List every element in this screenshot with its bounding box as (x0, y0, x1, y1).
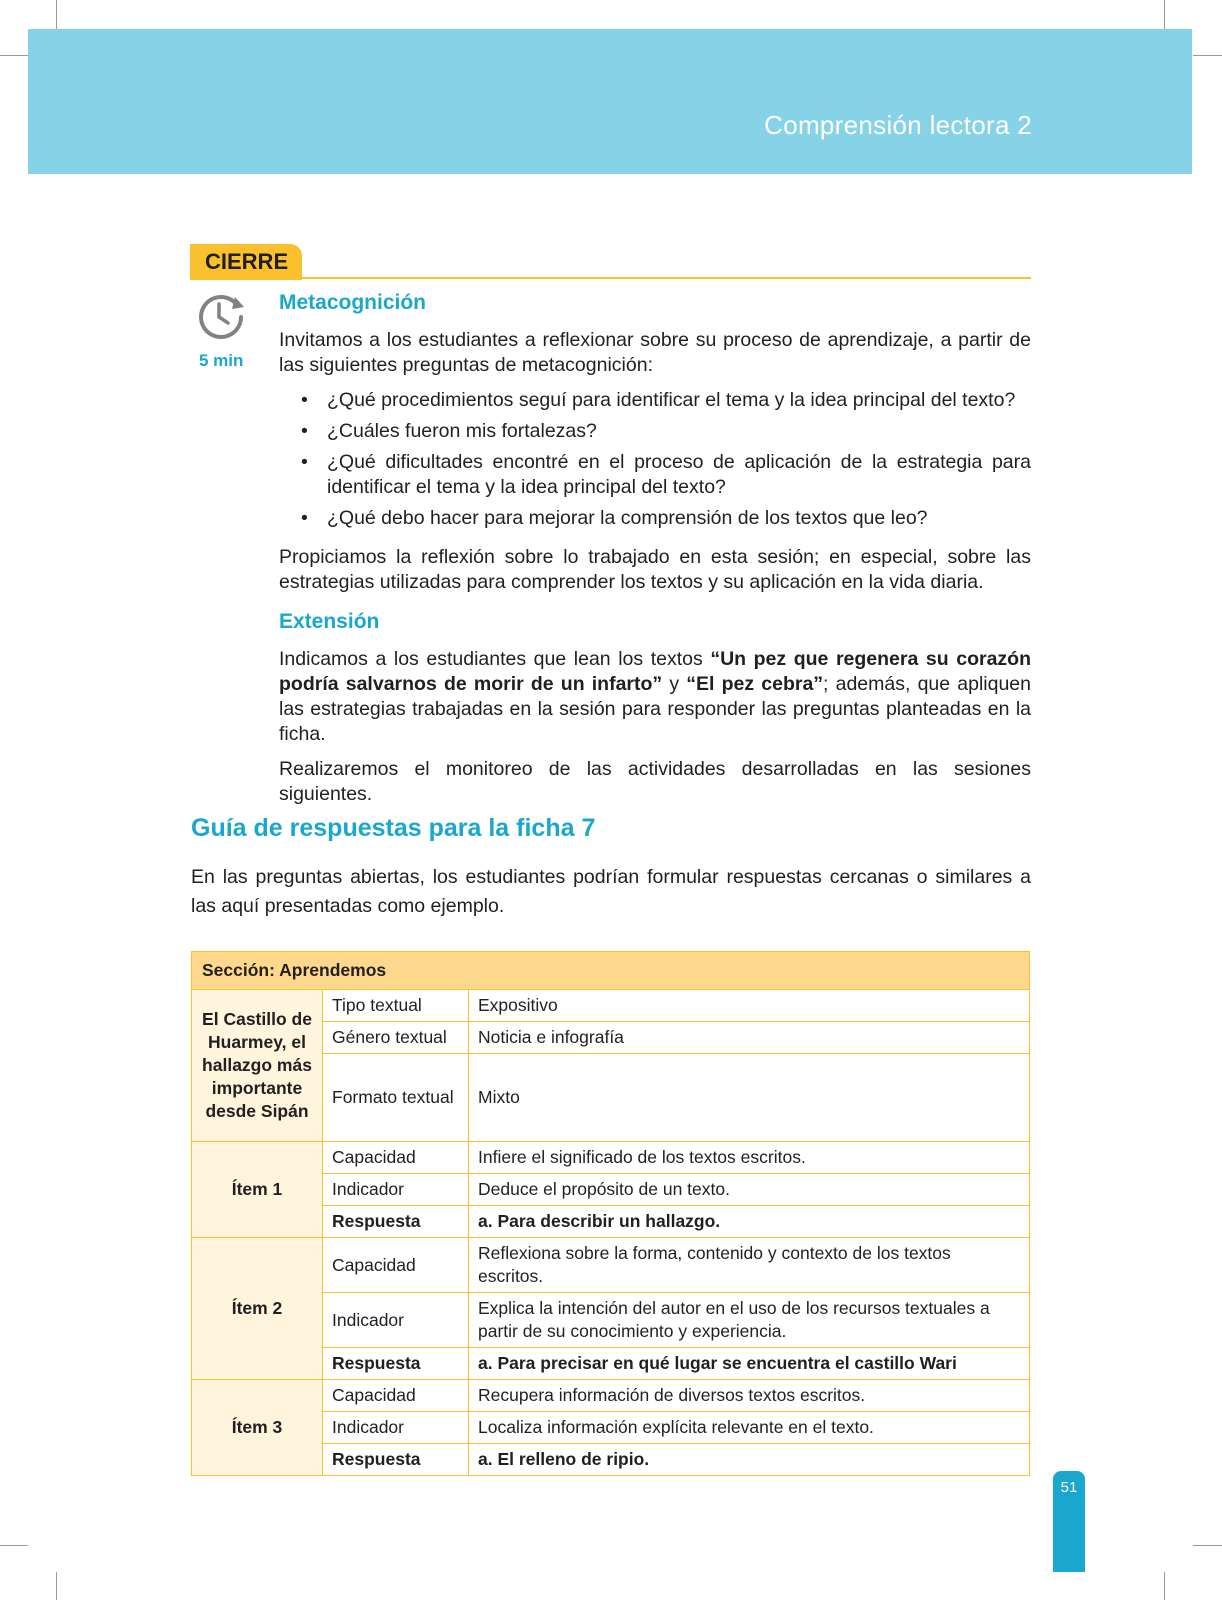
label-cell: Capacidad (323, 1142, 469, 1174)
metacognicion-intro: Invitamos a los estudiantes a reflexionar sobre su proceso de aprendizaje, a partir de las siguientes preguntas de metacognición: (279, 329, 1031, 376)
question-text: ¿Qué procedimientos seguí para identificar el tema y la idea principal del texto? (327, 389, 1016, 411)
label-cell: Formato textual (323, 1054, 469, 1142)
extension-text: y (662, 673, 687, 695)
reading-title-2: “El pez cebra” (686, 673, 824, 695)
bullet: • (301, 507, 308, 529)
cierre-content (279, 290, 1031, 817)
label-cell: Indicador (323, 1412, 469, 1444)
value-cell: Recupera información de diversos textos escritos. (469, 1380, 1030, 1412)
label-cell: Respuesta (323, 1348, 469, 1380)
crop-mark (1193, 55, 1222, 56)
table-row (192, 1238, 1030, 1293)
guide-title: Guía de respuestas para la ficha 7 (191, 814, 596, 842)
label-cell: Capacidad (323, 1238, 469, 1293)
extension-text: ; además, que apliquen las estrategias trabajadas en la sesión para responder las preguntas planteadas en la ficha. (279, 673, 1031, 745)
answer-cell: a. El relleno de ripio. (469, 1444, 1030, 1476)
crop-mark (1193, 1545, 1222, 1546)
list-item (279, 506, 1031, 531)
answer-cell: a. Para precisar en qué lugar se encuentra el castillo Wari (469, 1348, 1030, 1380)
label-cell: Género textual (323, 1022, 469, 1054)
cierre-divider (300, 277, 1031, 279)
crop-mark (1164, 0, 1165, 30)
monitoring-paragraph: Realizaremos el monitoreo de las actividades desarrolladas en las sesiones siguientes. (279, 758, 1031, 805)
value-cell: Mixto (469, 1054, 1030, 1142)
list-item (279, 419, 1031, 444)
table-section-header: Sección: Aprendemos (192, 952, 1030, 990)
header-band (28, 29, 1192, 174)
table-row (192, 952, 1030, 990)
item-name-cell: Ítem 1 (192, 1142, 323, 1238)
guide-intro: En las preguntas abiertas, los estudiantes podrían formular respuestas cercanas o similares a las aquí presentadas como ejemplo. (191, 866, 1031, 917)
question-text: ¿Qué debo hacer para mejorar la comprensión de los textos que leo? (327, 507, 928, 529)
value-cell: Explica la intención del autor en el uso de los recursos textuales a partir de su conocimiento y experiencia. (469, 1293, 1030, 1348)
header-title: Comprensión lectora 2 (764, 110, 1032, 140)
metacognicion-closing: Propiciamos la reflexión sobre lo trabajado en esta sesión; en especial, sobre las estrategias utilizadas para comprender los textos y su aplicación en la vida diaria. (279, 546, 1031, 593)
reading-title-1: “Un pez que regenera su corazón podría salvarnos de morir de un infarto” (279, 648, 1031, 695)
extension-text: Indicamos a los estudiantes que lean los textos (279, 648, 711, 670)
duration-label: 5 min (199, 351, 244, 370)
table-row (192, 1380, 1030, 1412)
crop-mark (0, 1545, 28, 1546)
metacognicion-heading: Metacognición (279, 291, 427, 314)
bullet: • (301, 451, 308, 473)
cierre-tab: CIERRE (190, 244, 302, 280)
bullet: • (301, 389, 308, 411)
question-text: ¿Cuáles fueron mis fortalezas? (327, 420, 597, 442)
extension-heading: Extensión (279, 610, 380, 633)
extension-paragraph (279, 647, 1031, 747)
label-cell: Indicador (323, 1293, 469, 1348)
metacognicion-questions (279, 388, 1031, 531)
value-cell: Deduce el propósito de un texto. (469, 1174, 1030, 1206)
label-cell: Capacidad (323, 1380, 469, 1412)
crop-mark (56, 0, 57, 30)
value-cell: Infiere el significado de los textos escritos. (469, 1142, 1030, 1174)
label-cell: Indicador (323, 1174, 469, 1206)
value-cell: Noticia e infografía (469, 1022, 1030, 1054)
table-row (192, 990, 1030, 1022)
value-cell: Reflexiona sobre la forma, contenido y contexto de los textos escritos. (469, 1238, 1030, 1293)
question-text: ¿Qué dificultades encontré en el proceso de aplicación de la estrategia para identificar el tema y la idea principal del texto? (327, 451, 1031, 498)
text-title-cell: El Castillo de Huarmey, el hallazgo más importante desde Sipán (192, 990, 323, 1142)
value-cell: Expositivo (469, 990, 1030, 1022)
bullet: • (301, 420, 308, 442)
clock-icon (197, 293, 247, 341)
item-name-cell: Ítem 3 (192, 1380, 323, 1476)
crop-mark (1164, 1572, 1165, 1600)
crop-mark (0, 55, 28, 56)
answers-table (191, 951, 1030, 1476)
item-name-cell: Ítem 2 (192, 1238, 323, 1380)
page-number: 51 (1060, 1479, 1078, 1496)
label-cell: Respuesta (323, 1444, 469, 1476)
table-row (192, 1142, 1030, 1174)
label-cell: Respuesta (323, 1206, 469, 1238)
value-cell: Localiza información explícita relevante en el texto. (469, 1412, 1030, 1444)
list-item (279, 388, 1031, 413)
crop-mark (56, 1572, 57, 1600)
answer-cell: a. Para describir un hallazgo. (469, 1206, 1030, 1238)
list-item (279, 450, 1031, 500)
label-cell: Tipo textual (323, 990, 469, 1022)
